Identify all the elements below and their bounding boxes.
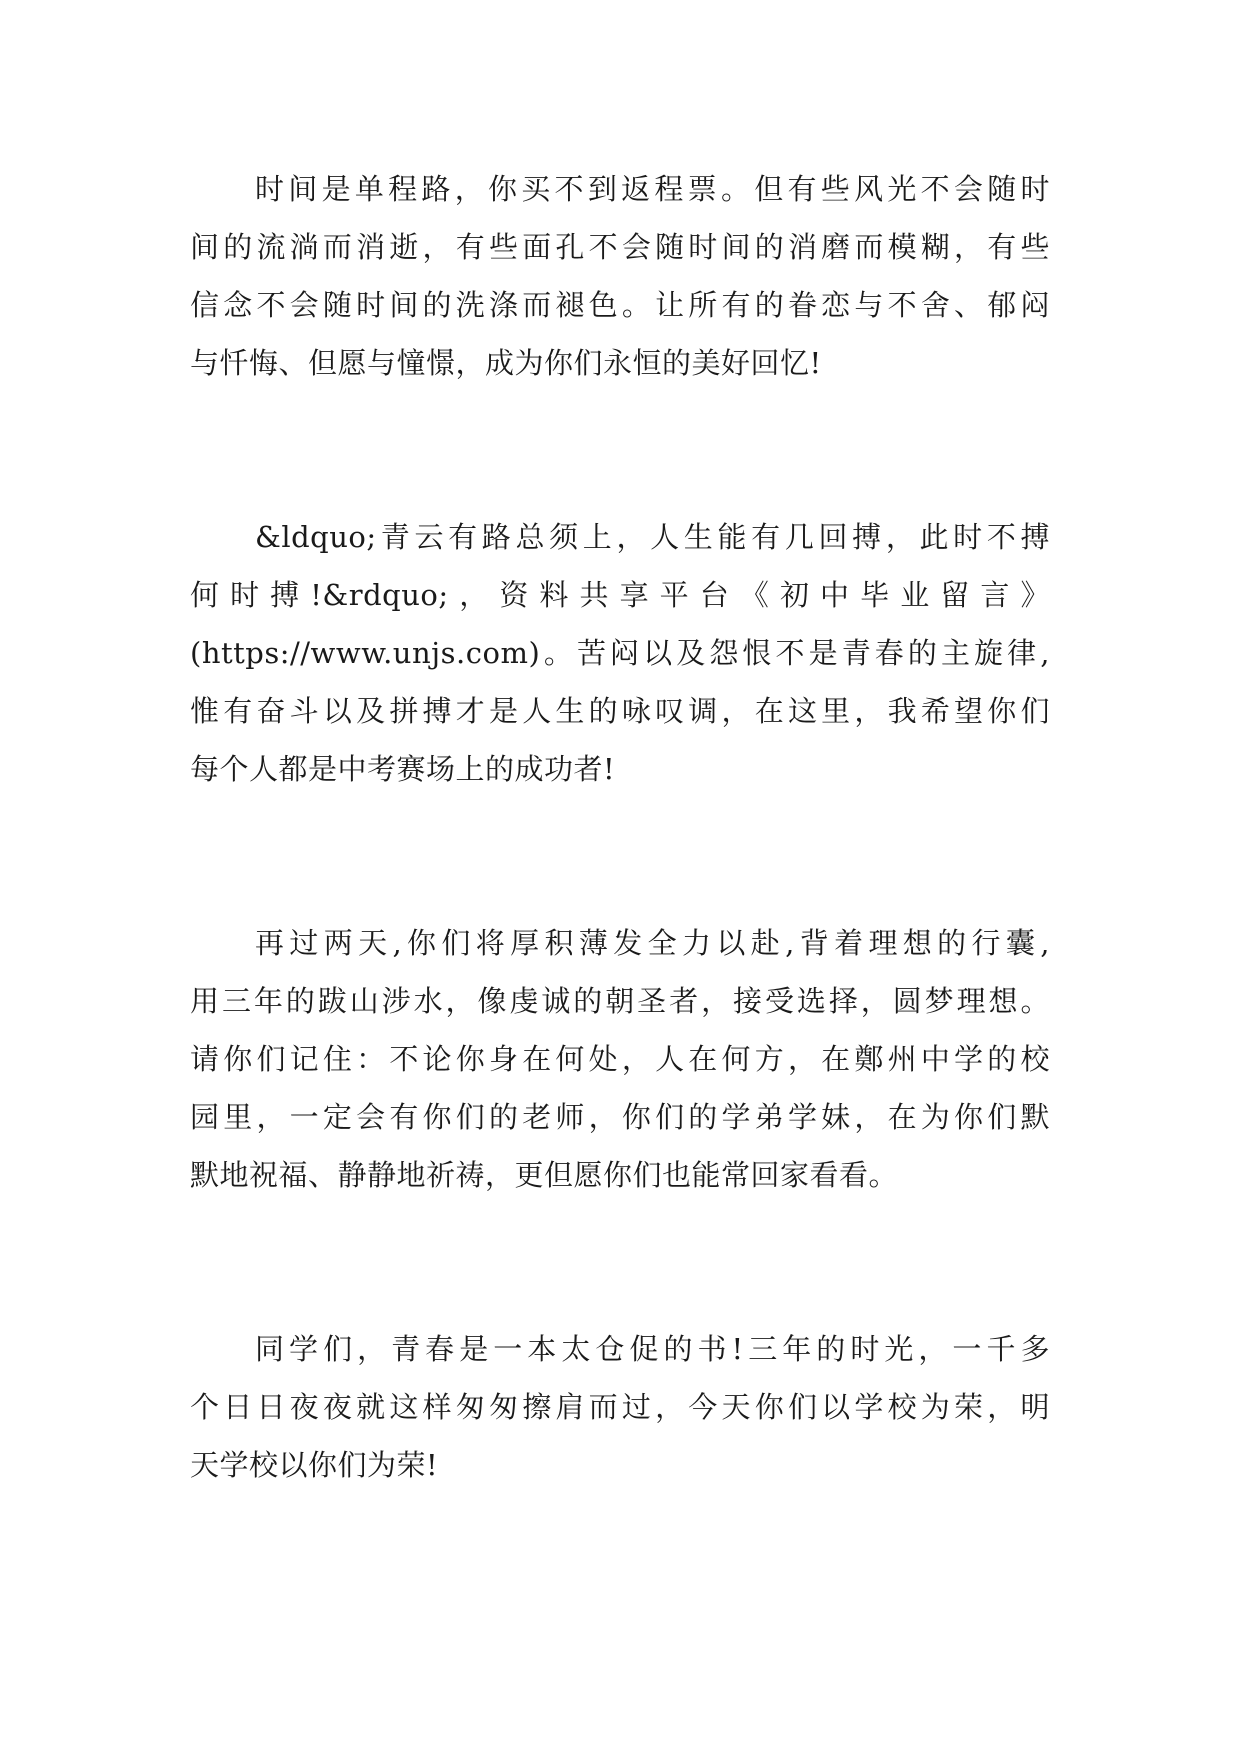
- paragraph-line: 用三年的跋山涉水，像虔诚的朝圣者，接受选择，圆梦理想。: [190, 984, 1050, 1018]
- paragraph-line: 信念不会随时间的洗涤而褪色。让所有的眷恋与不舍、郁闷: [190, 288, 1050, 322]
- paragraph-line: 间的流淌而消逝，有些面孔不会随时间的消磨而模糊，有些: [190, 230, 1050, 264]
- paragraph-line: 惟有奋斗以及拼搏才是人生的咏叹调，在这里，我希望你们: [190, 694, 1050, 728]
- paragraph-line: 请你们记住：不论你身在何处，人在何方，在鄭州中学的校: [190, 1042, 1050, 1076]
- paragraph-line: 园里，一定会有你们的老师，你们的学弟学妹，在为你们默: [190, 1100, 1050, 1134]
- paragraph-3: [190, 914, 1050, 1204]
- paragraph-line: (https://www.unjs.com)。苦闷以及怨恨不是青春的主旋律,: [190, 636, 1050, 670]
- paragraph-line: &ldquo;青云有路总须上，人生能有几回搏，此时不搏: [255, 520, 1050, 554]
- paragraph-2: [190, 508, 1050, 798]
- paragraph-line: 与忏悔、但愿与憧憬，成为你们永恒的美好回忆!: [190, 346, 822, 380]
- paragraph-1: [190, 160, 1050, 392]
- paragraph-line: 再过两天,你们将厚积薄发全力以赴,背着理想的行囊,: [255, 926, 1050, 960]
- paragraph-line: 何时搏!&rdquo;，资料共享平台《初中毕业留言》: [190, 578, 1050, 612]
- paragraph-4: [190, 1320, 1050, 1494]
- paragraph-line: 个日日夜夜就这样匆匆擦肩而过，今天你们以学校为荣，明: [190, 1390, 1050, 1424]
- paragraph-line: 默地祝福、静静地祈祷，更但愿你们也能常回家看看。: [190, 1158, 899, 1192]
- paragraph-line: 每个人都是中考赛场上的成功者!: [190, 752, 616, 786]
- paragraph-line: 天学校以你们为荣!: [190, 1448, 439, 1482]
- paragraph-line: 时间是单程路，你买不到返程票。但有些风光不会随时: [255, 172, 1050, 206]
- paragraph-line: 同学们，青春是一本太仓促的书!三年的时光，一千多: [255, 1332, 1050, 1366]
